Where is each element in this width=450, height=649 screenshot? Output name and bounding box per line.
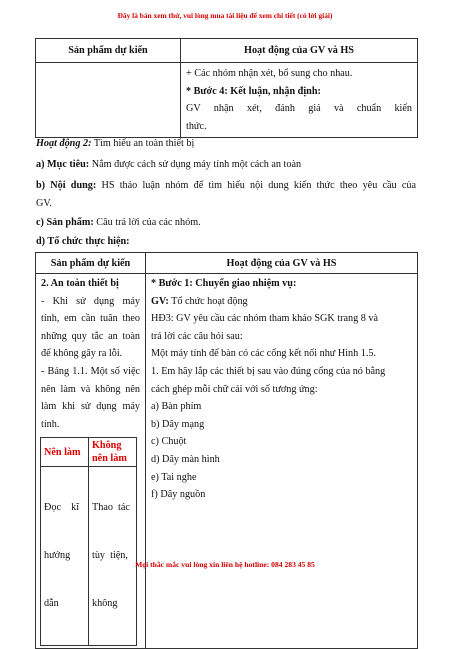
col-header-activities: Hoạt động của GV và HS — [181, 39, 418, 63]
do-line: dẫn — [44, 598, 59, 610]
list-item: e) Tai nghe — [151, 471, 197, 483]
text-line: HĐ3: GV yêu cầu các nhóm tham khảo SGK trang 8 và — [151, 313, 378, 325]
do-line: Đọc kĩ — [44, 502, 80, 514]
hotline-footer: Mọi thắc mắc vui lòng xin liên hệ hotline: 084 283 45 85 — [135, 560, 315, 569]
col-header-products: Sản phẩm dự kiến — [36, 253, 146, 274]
text-line: làm khi sử dụng máy — [41, 401, 140, 413]
activities-cell — [181, 63, 418, 138]
dont-line: tùy tiện, — [92, 550, 128, 562]
text-line: những quy tắc an toàn — [41, 330, 140, 342]
section-heading: 2. An toàn thiết bị — [41, 278, 119, 289]
text-line: cách ghép mỗi chữ cái với số tương ứng: — [151, 383, 318, 395]
gv-label: GV: — [151, 295, 169, 307]
product-label: c) Sản phẩm: — [36, 217, 94, 228]
text-line: trả lời các câu hỏi sau: — [151, 330, 243, 342]
content-line-2: GV. — [36, 198, 52, 209]
text-line: - Khi sử dụng máy — [41, 295, 140, 307]
text-line: GV nhận xét, đánh giá và chuẩn kiến — [186, 103, 412, 115]
text-line: tính. — [41, 418, 60, 430]
text-line: Một máy tính để bàn có các cổng kết nối như Hình 1.5. — [151, 348, 377, 360]
do-dont-table — [40, 437, 137, 646]
dont-header — [89, 438, 137, 467]
content-label: b) Nội dung: — [36, 180, 97, 191]
products-cell-empty — [36, 63, 181, 138]
activities-cell — [146, 274, 418, 649]
text-line: để không gây ra lỗi. — [41, 348, 123, 360]
dont-header-line1: Không — [92, 440, 122, 452]
text-line — [151, 293, 412, 311]
list-item: a) Bàn phím — [151, 401, 202, 413]
do-line: hướng — [44, 550, 71, 562]
col-header-products: Sản phẩm dự kiến — [36, 39, 181, 63]
do-header: Nên làm — [41, 438, 89, 467]
preview-banner: Đây là bản xem thử, vui lòng mua tài liệu để xem chi tiết (có lời giải) — [117, 11, 333, 20]
list-item: b) Dây mạng — [151, 418, 205, 430]
text-line: tính, em cần tuân theo — [41, 313, 140, 325]
text-line: - Bảng 1.1. Một số việc — [41, 365, 140, 377]
list-item: c) Chuột — [151, 436, 187, 448]
product-line — [36, 214, 201, 232]
gv-text: Tổ chức hoạt động — [168, 295, 248, 307]
activity-title-text: Tìm hiểu an toàn thiết bị — [91, 138, 195, 149]
activity-title-label: Hoạt động 2: — [36, 138, 92, 149]
step-heading: * Bước 1: Chuyển giao nhiệm vụ: — [151, 278, 297, 289]
do-cell — [41, 467, 89, 646]
dont-cell — [89, 467, 137, 646]
activity-title — [36, 135, 194, 153]
dont-line: Thao tác — [92, 502, 130, 514]
objective-label: a) Mục tiêu: — [36, 159, 90, 170]
step-heading: * Bước 4: Kết luận, nhận định: — [186, 85, 321, 97]
activity-table-2 — [35, 252, 418, 649]
content-line — [36, 177, 416, 195]
organization-label: d) Tổ chức thực hiện: — [36, 236, 130, 247]
objective-line — [36, 156, 301, 174]
text-line: 1. Em hãy lắp các thiết bị sau vào đúng cổng của nó bằng — [151, 365, 386, 377]
dont-line: không — [92, 598, 118, 610]
list-item: f) Dây nguồn — [151, 489, 206, 501]
dont-header-line2: nên làm — [92, 453, 127, 465]
list-item: d) Dây màn hình — [151, 453, 220, 465]
product-text: Câu trả lời của các nhóm. — [93, 217, 201, 228]
col-header-activities: Hoạt động của GV và HS — [146, 253, 418, 274]
text-line: + Các nhóm nhận xét, bổ sung cho nhau. — [186, 68, 353, 79]
text-line: thức. — [186, 120, 207, 132]
activity-table-1 — [35, 38, 418, 138]
content-text: HS thảo luận nhóm để tìm hiểu nội dung kiến thức theo yêu cầu của — [96, 180, 416, 191]
objective-text: Nắm được cách sử dụng máy tính một cách an toàn — [89, 159, 302, 170]
products-cell — [36, 274, 146, 649]
text-line: nên làm và không nên — [41, 383, 140, 395]
